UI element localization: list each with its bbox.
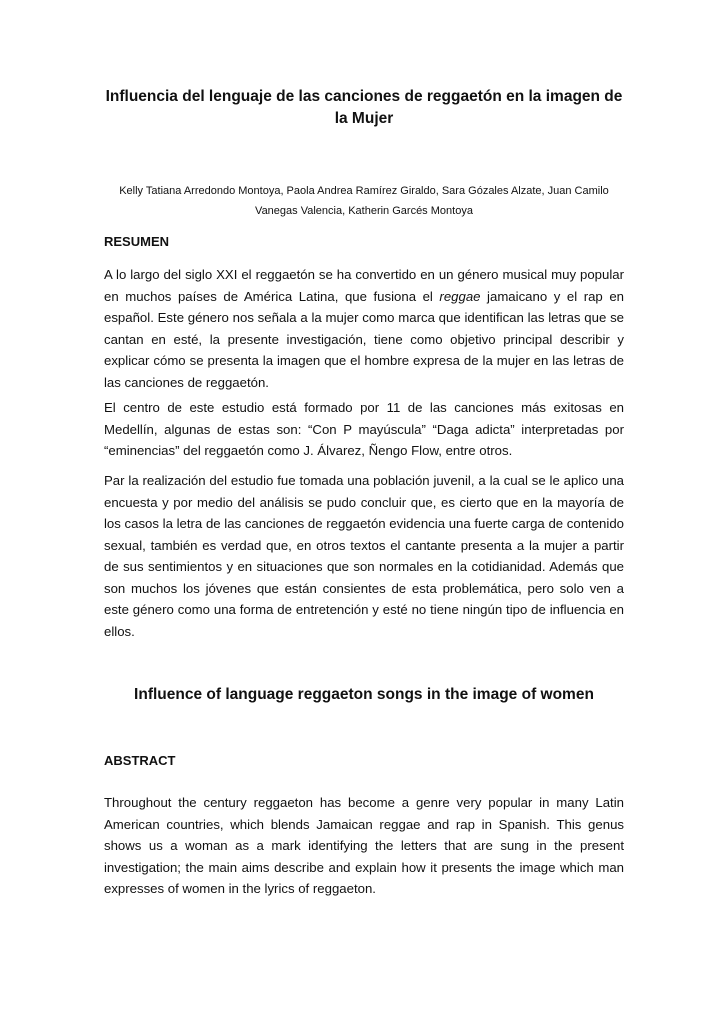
resumen-p1-text-start: A lo largo del siglo XXI el reggaetón se ha convertido en un género musical muy popular en muchos países de América Latina, que fusiona el — [104, 267, 624, 304]
resumen-p1-italic-term: reggae — [439, 288, 481, 304]
authors-list: Kelly Tatiana Arredondo Montoya, Paola Andrea Ramírez Giraldo, Sara Gózales Alzate, Juan Camilo Vanegas Valencia, Katherin Garcés Montoya — [119, 185, 609, 217]
resumen-paragraph-2: El centro de este estudio está formado por 11 de las canciones más exitosas en Medellín, algunas de estas son: “Con P mayúscula” “Daga adicta” interpretadas por “eminencias” del reggaetón como J. Álvarez, Ñengo Flow, entre otros. — [104, 400, 624, 458]
document-title: Influencia del lenguaje de las canciones de reggaetón en la imagen de la Mujer — [105, 88, 623, 127]
resumen-paragraph-1 — [104, 264, 624, 393]
resumen-p1-text-end: jamaicano y el rap en español. Este género nos señala a la mujer como marca que identifican las letras que se cantan en esté, la presente investigación, tiene como objetivo principal describir y explicar cómo se presenta la imagen que el hombre expresa de la mujer en las letras de las canciones de reggaetón. — [104, 288, 624, 390]
english-title: Influence of language reggaeton songs in the image of women — [134, 686, 594, 703]
resumen-paragraph-3: Par la realización del estudio fue tomada una población juvenil, a la cual se le aplico una encuesta y por medio del análisis se pudo concluir que, es cierto que en la mayoría de los casos la letra de las canciones de reggaetón evidencia una fuerte carga de contenido sexual, también es verdad que, en otros textos el cantante presenta a la mujer a partir de sus sentimientos y en situaciones que son normales en la cotidianidad. Además que son muchos los jóvenes que están consientes de esta problemática, pero solo ven a este género como una forma de entretención y esté no tiene ningún tipo de influencia en ellos. — [104, 473, 624, 639]
resumen-heading: RESUMEN — [104, 234, 170, 249]
abstract-paragraph-1: Throughout the century reggaeton has become a genre very popular in many Latin American countries, which blends Jamaican reggae and rap in Spanish. This genus shows us a woman as a mark identifying the letters that are sung in the present investigation; the main aims describe and explain how it presents the image which man expresses of women in the lyrics of reggaeton. — [104, 795, 624, 896]
abstract-heading: ABSTRACT — [104, 753, 176, 768]
